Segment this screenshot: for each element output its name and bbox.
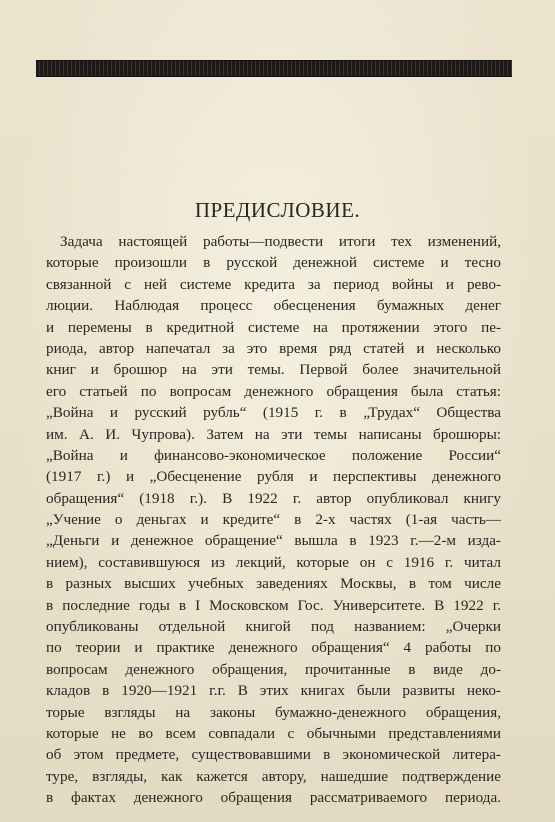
text-line: люции. Наблюдая процесс обесценения бумажных денег: [46, 297, 501, 315]
text-line: „Деньги и денежное обращение“ вышла в 1923 г.—2-м изда-: [46, 532, 501, 550]
text-line: Задача настоящей работы—подвести итоги тех изменений,: [60, 233, 501, 250]
text-line: об этом предмете, существовавшими в экономической литера-: [46, 746, 501, 764]
text-line: по теории и практике денежного обращения“ 4 работы по: [46, 639, 501, 657]
text-line: (1917 г.) и „Обесценение рубля и перспективы денежного: [46, 468, 501, 486]
text-line: риода, автор напечатал за это время ряд статей и несколько: [46, 339, 501, 357]
text-line: в разных высших учебных заведениях Москвы, в том числе: [46, 575, 501, 593]
decorative-header-rule: [36, 60, 512, 77]
preface-paragraph: [46, 231, 501, 809]
text-line: нием), составившуюся из лекций, которые он с 1916 г. читал: [46, 553, 501, 571]
text-line: которые произошли в русской денежной системе и тесно: [46, 254, 501, 272]
text-line: книг и брошюр на эти темы. Первой более значительной: [46, 361, 501, 379]
text-line: вопросам денежного обращения, прочитанные в виде до-: [46, 660, 501, 678]
text-line: им. А. И. Чупрова). Затем на эти темы написаны брошюры:: [46, 425, 501, 443]
text-line: обращения“ (1918 г.). В 1922 г. автор опубликовал книгу: [46, 489, 501, 507]
text-line: которые не во всем совпадали с обычными представлениями: [46, 724, 501, 742]
text-line: связанной с ней системе кредита за период войны и рево-: [46, 275, 501, 293]
page-title: ПРЕДИСЛОВИЕ.: [194, 198, 361, 222]
text-line: и перемены в кредитной системе на протяжении этого пе-: [46, 318, 501, 336]
text-line: „Война и финансово-экономическое положение России“: [46, 446, 501, 464]
text-line: в последние годы в I Московском Гос. Университете. В 1922 г.: [46, 596, 501, 614]
text-line: кладов в 1920—1921 г.г. В этих книгах были развиты неко-: [46, 682, 501, 700]
text-line: его статьей по вопросам денежного обращения была статья:: [46, 382, 501, 400]
text-line: „Война и русский рубль“ (1915 г. в „Трудах“ Общества: [46, 404, 501, 422]
text-line: туре, взгляды, как кажется автору, нашедшие подтверждение: [46, 767, 501, 785]
text-line: „Учение о деньгах и кредите“ в 2-х частях (1-ая часть—: [46, 511, 501, 529]
text-line: опубликованы отдельной книгой под названием: „Очерки: [46, 618, 501, 636]
text-line: в фактах денежного обращения рассматриваемого периода.: [46, 789, 501, 807]
text-line: торые взгляды на законы бумажно-денежного обращения,: [46, 703, 501, 721]
